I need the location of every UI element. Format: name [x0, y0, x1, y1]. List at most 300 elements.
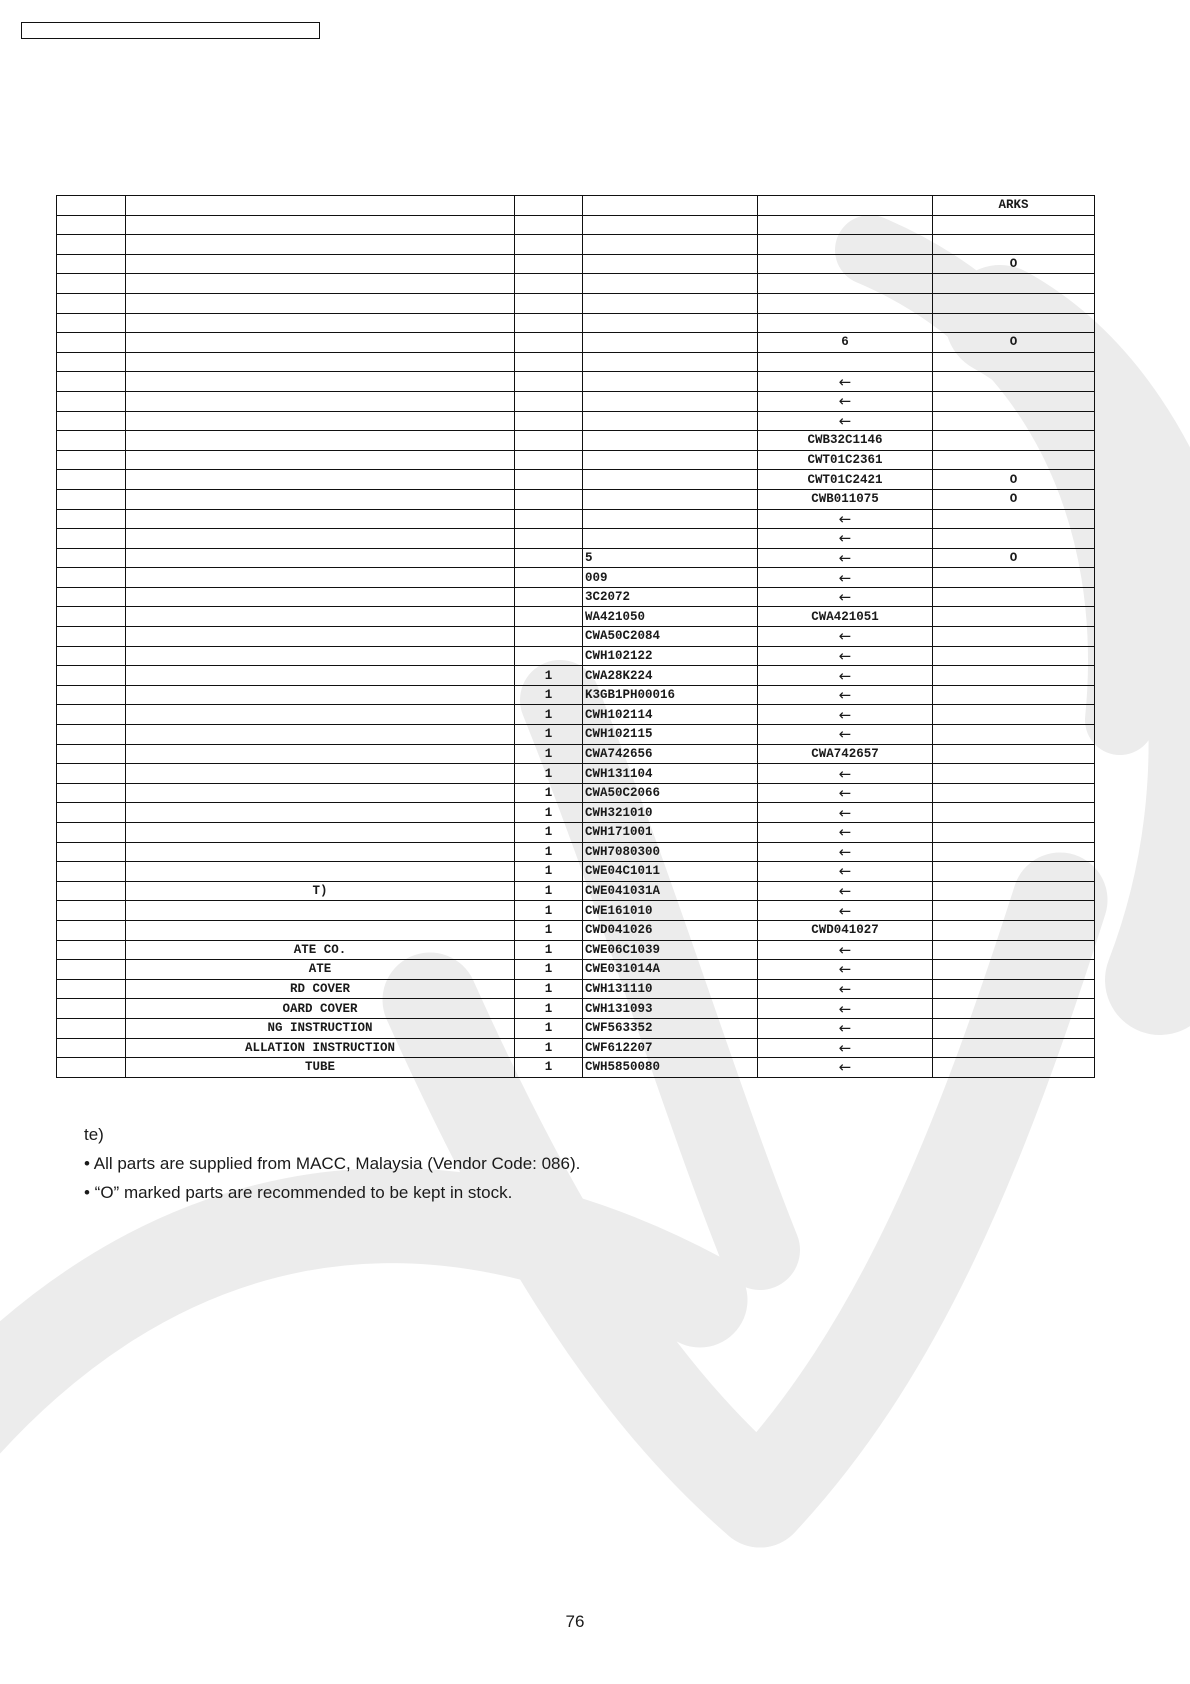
ref-no-cell: [57, 568, 126, 588]
qty-cell: [515, 293, 583, 313]
part-no-alt-cell: ←: [758, 999, 933, 1019]
ref-no-cell: [57, 489, 126, 509]
part-name-cell: [126, 744, 515, 764]
part-no-cell: CWH131110: [583, 979, 758, 999]
part-no-alt-cell: ←: [758, 666, 933, 686]
part-no-cell: CWH102114: [583, 705, 758, 725]
part-name-cell: ALLATION INSTRUCTION: [126, 1038, 515, 1058]
part-no-cell: CWE04C1011: [583, 862, 758, 882]
table-row: [57, 823, 1095, 843]
part-no-cell: [583, 489, 758, 509]
part-no-alt-cell: ←: [758, 1018, 933, 1038]
part-no-cell: 3C2072: [583, 587, 758, 607]
table-row: [57, 666, 1095, 686]
part-name-cell: [126, 901, 515, 921]
remarks-cell: O: [933, 548, 1095, 568]
part-no-alt-cell: ←: [758, 529, 933, 549]
part-no-cell: CWH102122: [583, 646, 758, 666]
table-row: [57, 744, 1095, 764]
table-row: [57, 783, 1095, 803]
remarks-cell: [933, 940, 1095, 960]
remarks-cell: [933, 666, 1095, 686]
part-name-cell: [126, 196, 515, 216]
ref-no-cell: [57, 352, 126, 372]
table-row: [57, 431, 1095, 451]
part-name-cell: [126, 333, 515, 353]
header-box: [21, 22, 320, 39]
part-no-cell: [583, 215, 758, 235]
part-no-alt-cell: ←: [758, 1058, 933, 1078]
part-no-alt-cell: ←: [758, 960, 933, 980]
part-name-cell: [126, 215, 515, 235]
qty-cell: 1: [515, 999, 583, 1019]
qty-cell: 1: [515, 1058, 583, 1078]
table-row: [57, 411, 1095, 431]
qty-cell: 1: [515, 901, 583, 921]
part-no-alt-cell: [758, 274, 933, 294]
part-no-cell: [583, 293, 758, 313]
ref-no-cell: [57, 999, 126, 1019]
table-row: [57, 450, 1095, 470]
remarks-cell: [933, 1038, 1095, 1058]
ref-no-cell: [57, 725, 126, 745]
part-no-cell: CWF612207: [583, 1038, 758, 1058]
qty-cell: 1: [515, 940, 583, 960]
table-row: [57, 215, 1095, 235]
part-no-cell: [583, 333, 758, 353]
part-no-alt-cell: CWA421051: [758, 607, 933, 627]
table-row: [57, 391, 1095, 411]
part-no-cell: [583, 274, 758, 294]
table-row: [57, 862, 1095, 882]
qty-cell: [515, 352, 583, 372]
qty-cell: [515, 235, 583, 255]
part-no-alt-cell: ←: [758, 372, 933, 392]
qty-cell: [515, 254, 583, 274]
qty-cell: [515, 274, 583, 294]
part-no-cell: [583, 529, 758, 549]
ref-no-cell: [57, 254, 126, 274]
ref-no-cell: [57, 823, 126, 843]
part-no-alt-cell: ←: [758, 881, 933, 901]
table-row: [57, 725, 1095, 745]
qty-cell: [515, 470, 583, 490]
part-no-cell: [583, 391, 758, 411]
remarks-cell: [933, 705, 1095, 725]
part-no-alt-cell: ←: [758, 411, 933, 431]
table-row: [57, 313, 1095, 333]
remarks-cell: [933, 960, 1095, 980]
ref-no-cell: [57, 313, 126, 333]
qty-cell: [515, 431, 583, 451]
part-no-alt-cell: ←: [758, 509, 933, 529]
remarks-cell: O: [933, 489, 1095, 509]
parts-table-body: [57, 196, 1095, 1078]
remarks-cell: [933, 783, 1095, 803]
part-no-cell: [583, 509, 758, 529]
part-no-alt-cell: CWA742657: [758, 744, 933, 764]
remarks-cell: [933, 881, 1095, 901]
ref-no-cell: [57, 196, 126, 216]
part-no-cell: [583, 196, 758, 216]
ref-no-cell: [57, 960, 126, 980]
table-row: [57, 372, 1095, 392]
part-no-alt-cell: ←: [758, 391, 933, 411]
qty-cell: 1: [515, 685, 583, 705]
table-row: [57, 470, 1095, 490]
qty-cell: [515, 509, 583, 529]
ref-no-cell: [57, 901, 126, 921]
qty-cell: [515, 568, 583, 588]
part-name-cell: [126, 920, 515, 940]
part-no-cell: CWE031014A: [583, 960, 758, 980]
remarks-cell: [933, 450, 1095, 470]
remarks-cell: [933, 431, 1095, 451]
table-row: [57, 940, 1095, 960]
ref-no-cell: [57, 509, 126, 529]
part-no-alt-cell: ←: [758, 587, 933, 607]
part-name-cell: [126, 627, 515, 647]
ref-no-cell: [57, 862, 126, 882]
part-no-cell: CWD041026: [583, 920, 758, 940]
ref-no-cell: [57, 391, 126, 411]
part-name-cell: [126, 823, 515, 843]
part-name-cell: [126, 548, 515, 568]
parts-table: [56, 195, 1095, 1078]
remarks-cell: [933, 568, 1095, 588]
qty-cell: [515, 627, 583, 647]
ref-no-cell: [57, 666, 126, 686]
remarks-cell: O: [933, 254, 1095, 274]
qty-cell: [515, 548, 583, 568]
remarks-cell: [933, 607, 1095, 627]
part-no-alt-cell: ←: [758, 842, 933, 862]
ref-no-cell: [57, 803, 126, 823]
qty-cell: [515, 587, 583, 607]
part-no-alt-cell: [758, 215, 933, 235]
table-row: [57, 881, 1095, 901]
ref-no-cell: [57, 842, 126, 862]
part-no-cell: [583, 352, 758, 372]
remarks-cell: [933, 352, 1095, 372]
ref-no-cell: [57, 607, 126, 627]
part-no-cell: [583, 411, 758, 431]
part-no-cell: [583, 470, 758, 490]
ref-no-cell: [57, 764, 126, 784]
part-no-alt-cell: [758, 235, 933, 255]
part-name-cell: [126, 842, 515, 862]
part-name-cell: [126, 803, 515, 823]
qty-cell: [515, 372, 583, 392]
part-name-cell: [126, 293, 515, 313]
part-no-alt-cell: 6: [758, 333, 933, 353]
note-stock-recommendation: • “O” marked parts are recommended to be kept in stock.: [84, 1183, 513, 1202]
qty-cell: [515, 333, 583, 353]
qty-cell: 1: [515, 862, 583, 882]
qty-cell: 1: [515, 823, 583, 843]
ref-no-cell: [57, 920, 126, 940]
part-name-cell: [126, 783, 515, 803]
notes-section: [84, 1120, 580, 1207]
table-row: [57, 901, 1095, 921]
qty-cell: 1: [515, 1038, 583, 1058]
part-name-cell: T): [126, 881, 515, 901]
table-row: [57, 627, 1095, 647]
part-name-cell: [126, 646, 515, 666]
part-no-cell: [583, 313, 758, 333]
remarks-cell: [933, 313, 1095, 333]
page-number: 76: [565, 1612, 585, 1631]
table-row: [57, 979, 1095, 999]
remarks-cell: [933, 999, 1095, 1019]
part-name-cell: [126, 764, 515, 784]
ref-no-cell: [57, 431, 126, 451]
ref-no-cell: [57, 940, 126, 960]
ref-no-cell: [57, 450, 126, 470]
part-name-cell: OARD COVER: [126, 999, 515, 1019]
part-no-cell: [583, 254, 758, 274]
part-no-cell: [583, 431, 758, 451]
part-no-cell: CWH131093: [583, 999, 758, 1019]
part-no-cell: CWA50C2084: [583, 627, 758, 647]
remarks-cell: [933, 823, 1095, 843]
part-name-cell: NG INSTRUCTION: [126, 1018, 515, 1038]
table-row: [57, 548, 1095, 568]
table-row: [57, 587, 1095, 607]
part-name-cell: [126, 509, 515, 529]
remarks-cell: [933, 274, 1095, 294]
part-name-cell: ATE: [126, 960, 515, 980]
part-no-cell: CWH7080300: [583, 842, 758, 862]
remarks-cell: [933, 509, 1095, 529]
part-no-cell: CWH5850080: [583, 1058, 758, 1078]
remarks-cell: [933, 920, 1095, 940]
part-no-cell: CWH102115: [583, 725, 758, 745]
part-no-cell: [583, 450, 758, 470]
part-no-alt-cell: ←: [758, 1038, 933, 1058]
part-no-cell: CWF563352: [583, 1018, 758, 1038]
qty-cell: [515, 607, 583, 627]
part-name-cell: [126, 450, 515, 470]
part-name-cell: [126, 666, 515, 686]
part-no-alt-cell: [758, 313, 933, 333]
part-no-cell: 009: [583, 568, 758, 588]
qty-cell: [515, 411, 583, 431]
part-no-alt-cell: CWB32C1146: [758, 431, 933, 451]
ref-no-cell: [57, 685, 126, 705]
ref-no-cell: [57, 587, 126, 607]
table-row: [57, 803, 1095, 823]
remarks-cell: [933, 529, 1095, 549]
ref-no-cell: [57, 235, 126, 255]
part-name-cell: [126, 725, 515, 745]
part-no-cell: CWH131104: [583, 764, 758, 784]
table-row: [57, 489, 1095, 509]
qty-cell: [515, 313, 583, 333]
part-no-alt-cell: CWT01C2421: [758, 470, 933, 490]
remarks-cell: [933, 685, 1095, 705]
ref-no-cell: [57, 548, 126, 568]
remarks-cell: O: [933, 470, 1095, 490]
ref-no-cell: [57, 646, 126, 666]
remarks-cell: [933, 901, 1095, 921]
notes-title: te): [84, 1125, 104, 1144]
part-name-cell: [126, 862, 515, 882]
ref-no-cell: [57, 372, 126, 392]
remarks-cell: O: [933, 333, 1095, 353]
table-row: [57, 607, 1095, 627]
remarks-cell: [933, 235, 1095, 255]
table-row: [57, 999, 1095, 1019]
part-no-cell: [583, 372, 758, 392]
part-name-cell: [126, 313, 515, 333]
table-row: [57, 1058, 1095, 1078]
remarks-cell: [933, 587, 1095, 607]
part-no-alt-cell: ←: [758, 979, 933, 999]
part-name-cell: [126, 529, 515, 549]
part-name-cell: TUBE: [126, 1058, 515, 1078]
remarks-cell: [933, 391, 1095, 411]
table-row: [57, 764, 1095, 784]
part-no-alt-cell: ←: [758, 823, 933, 843]
qty-cell: [515, 450, 583, 470]
ref-no-cell: [57, 215, 126, 235]
table-row: [57, 685, 1095, 705]
remarks-cell: [933, 411, 1095, 431]
part-no-alt-cell: ←: [758, 725, 933, 745]
table-row: [57, 196, 1095, 216]
part-no-alt-cell: ←: [758, 940, 933, 960]
table-row: [57, 920, 1095, 940]
remarks-cell: [933, 842, 1095, 862]
part-no-alt-cell: CWT01C2361: [758, 450, 933, 470]
qty-cell: 1: [515, 666, 583, 686]
qty-cell: [515, 215, 583, 235]
ref-no-cell: [57, 529, 126, 549]
ref-no-cell: [57, 333, 126, 353]
table-row: [57, 352, 1095, 372]
table-row: [57, 274, 1095, 294]
ref-no-cell: [57, 274, 126, 294]
ref-no-cell: [57, 411, 126, 431]
part-name-cell: [126, 568, 515, 588]
part-name-cell: [126, 411, 515, 431]
part-no-alt-cell: ←: [758, 705, 933, 725]
part-no-cell: WA421050: [583, 607, 758, 627]
remarks-cell: [933, 979, 1095, 999]
part-name-cell: [126, 607, 515, 627]
remarks-cell: [933, 862, 1095, 882]
part-no-alt-cell: ←: [758, 646, 933, 666]
part-no-cell: CWE06C1039: [583, 940, 758, 960]
table-row: [57, 235, 1095, 255]
table-row: [57, 705, 1095, 725]
table-row: [57, 509, 1095, 529]
ref-no-cell: [57, 783, 126, 803]
part-no-cell: CWH321010: [583, 803, 758, 823]
remarks-cell: [933, 1018, 1095, 1038]
part-no-alt-cell: CWD041027: [758, 920, 933, 940]
part-name-cell: [126, 431, 515, 451]
qty-cell: 1: [515, 705, 583, 725]
remarks-cell: [933, 744, 1095, 764]
qty-cell: 1: [515, 783, 583, 803]
part-name-cell: [126, 489, 515, 509]
part-no-cell: CWA50C2066: [583, 783, 758, 803]
qty-cell: [515, 489, 583, 509]
qty-cell: 1: [515, 842, 583, 862]
qty-cell: 1: [515, 744, 583, 764]
ref-no-cell: [57, 1058, 126, 1078]
qty-cell: [515, 196, 583, 216]
ref-no-cell: [57, 470, 126, 490]
ref-no-cell: [57, 705, 126, 725]
remarks-cell: [933, 725, 1095, 745]
remarks-cell: [933, 1058, 1095, 1078]
part-no-alt-cell: [758, 293, 933, 313]
part-no-cell: CWA742656: [583, 744, 758, 764]
part-no-alt-cell: CWB011075: [758, 489, 933, 509]
part-name-cell: [126, 372, 515, 392]
qty-cell: 1: [515, 725, 583, 745]
qty-cell: 1: [515, 881, 583, 901]
ref-no-cell: [57, 293, 126, 313]
ref-no-cell: [57, 1018, 126, 1038]
part-name-cell: [126, 352, 515, 372]
qty-cell: [515, 646, 583, 666]
qty-cell: 1: [515, 764, 583, 784]
ref-no-cell: [57, 1038, 126, 1058]
qty-cell: 1: [515, 803, 583, 823]
qty-cell: [515, 529, 583, 549]
table-row: [57, 1018, 1095, 1038]
part-no-cell: CWH171001: [583, 823, 758, 843]
note-vendor-info: • All parts are supplied from MACC, Malaysia (Vendor Code: 086).: [84, 1154, 581, 1173]
part-no-alt-cell: ←: [758, 685, 933, 705]
part-name-cell: [126, 254, 515, 274]
part-no-cell: 5: [583, 548, 758, 568]
remarks-cell: [933, 215, 1095, 235]
remarks-cell: [933, 803, 1095, 823]
part-name-cell: [126, 470, 515, 490]
part-no-alt-cell: ←: [758, 627, 933, 647]
ref-no-cell: [57, 627, 126, 647]
qty-cell: 1: [515, 920, 583, 940]
part-no-cell: CWA28K224: [583, 666, 758, 686]
part-no-alt-cell: ←: [758, 548, 933, 568]
part-no-alt-cell: [758, 196, 933, 216]
table-row: [57, 254, 1095, 274]
part-no-alt-cell: ←: [758, 901, 933, 921]
ref-no-cell: [57, 881, 126, 901]
part-no-alt-cell: ←: [758, 783, 933, 803]
part-no-alt-cell: ←: [758, 862, 933, 882]
ref-no-cell: [57, 979, 126, 999]
part-name-cell: [126, 587, 515, 607]
remarks-cell: [933, 627, 1095, 647]
table-row: [57, 842, 1095, 862]
part-no-cell: [583, 235, 758, 255]
part-no-alt-cell: [758, 352, 933, 372]
part-no-alt-cell: ←: [758, 803, 933, 823]
remarks-cell: [933, 764, 1095, 784]
part-no-alt-cell: ←: [758, 764, 933, 784]
part-no-cell: CWE161010: [583, 901, 758, 921]
part-no-cell: CWE041031A: [583, 881, 758, 901]
table-row: [57, 293, 1095, 313]
part-name-cell: RD COVER: [126, 979, 515, 999]
part-name-cell: [126, 235, 515, 255]
